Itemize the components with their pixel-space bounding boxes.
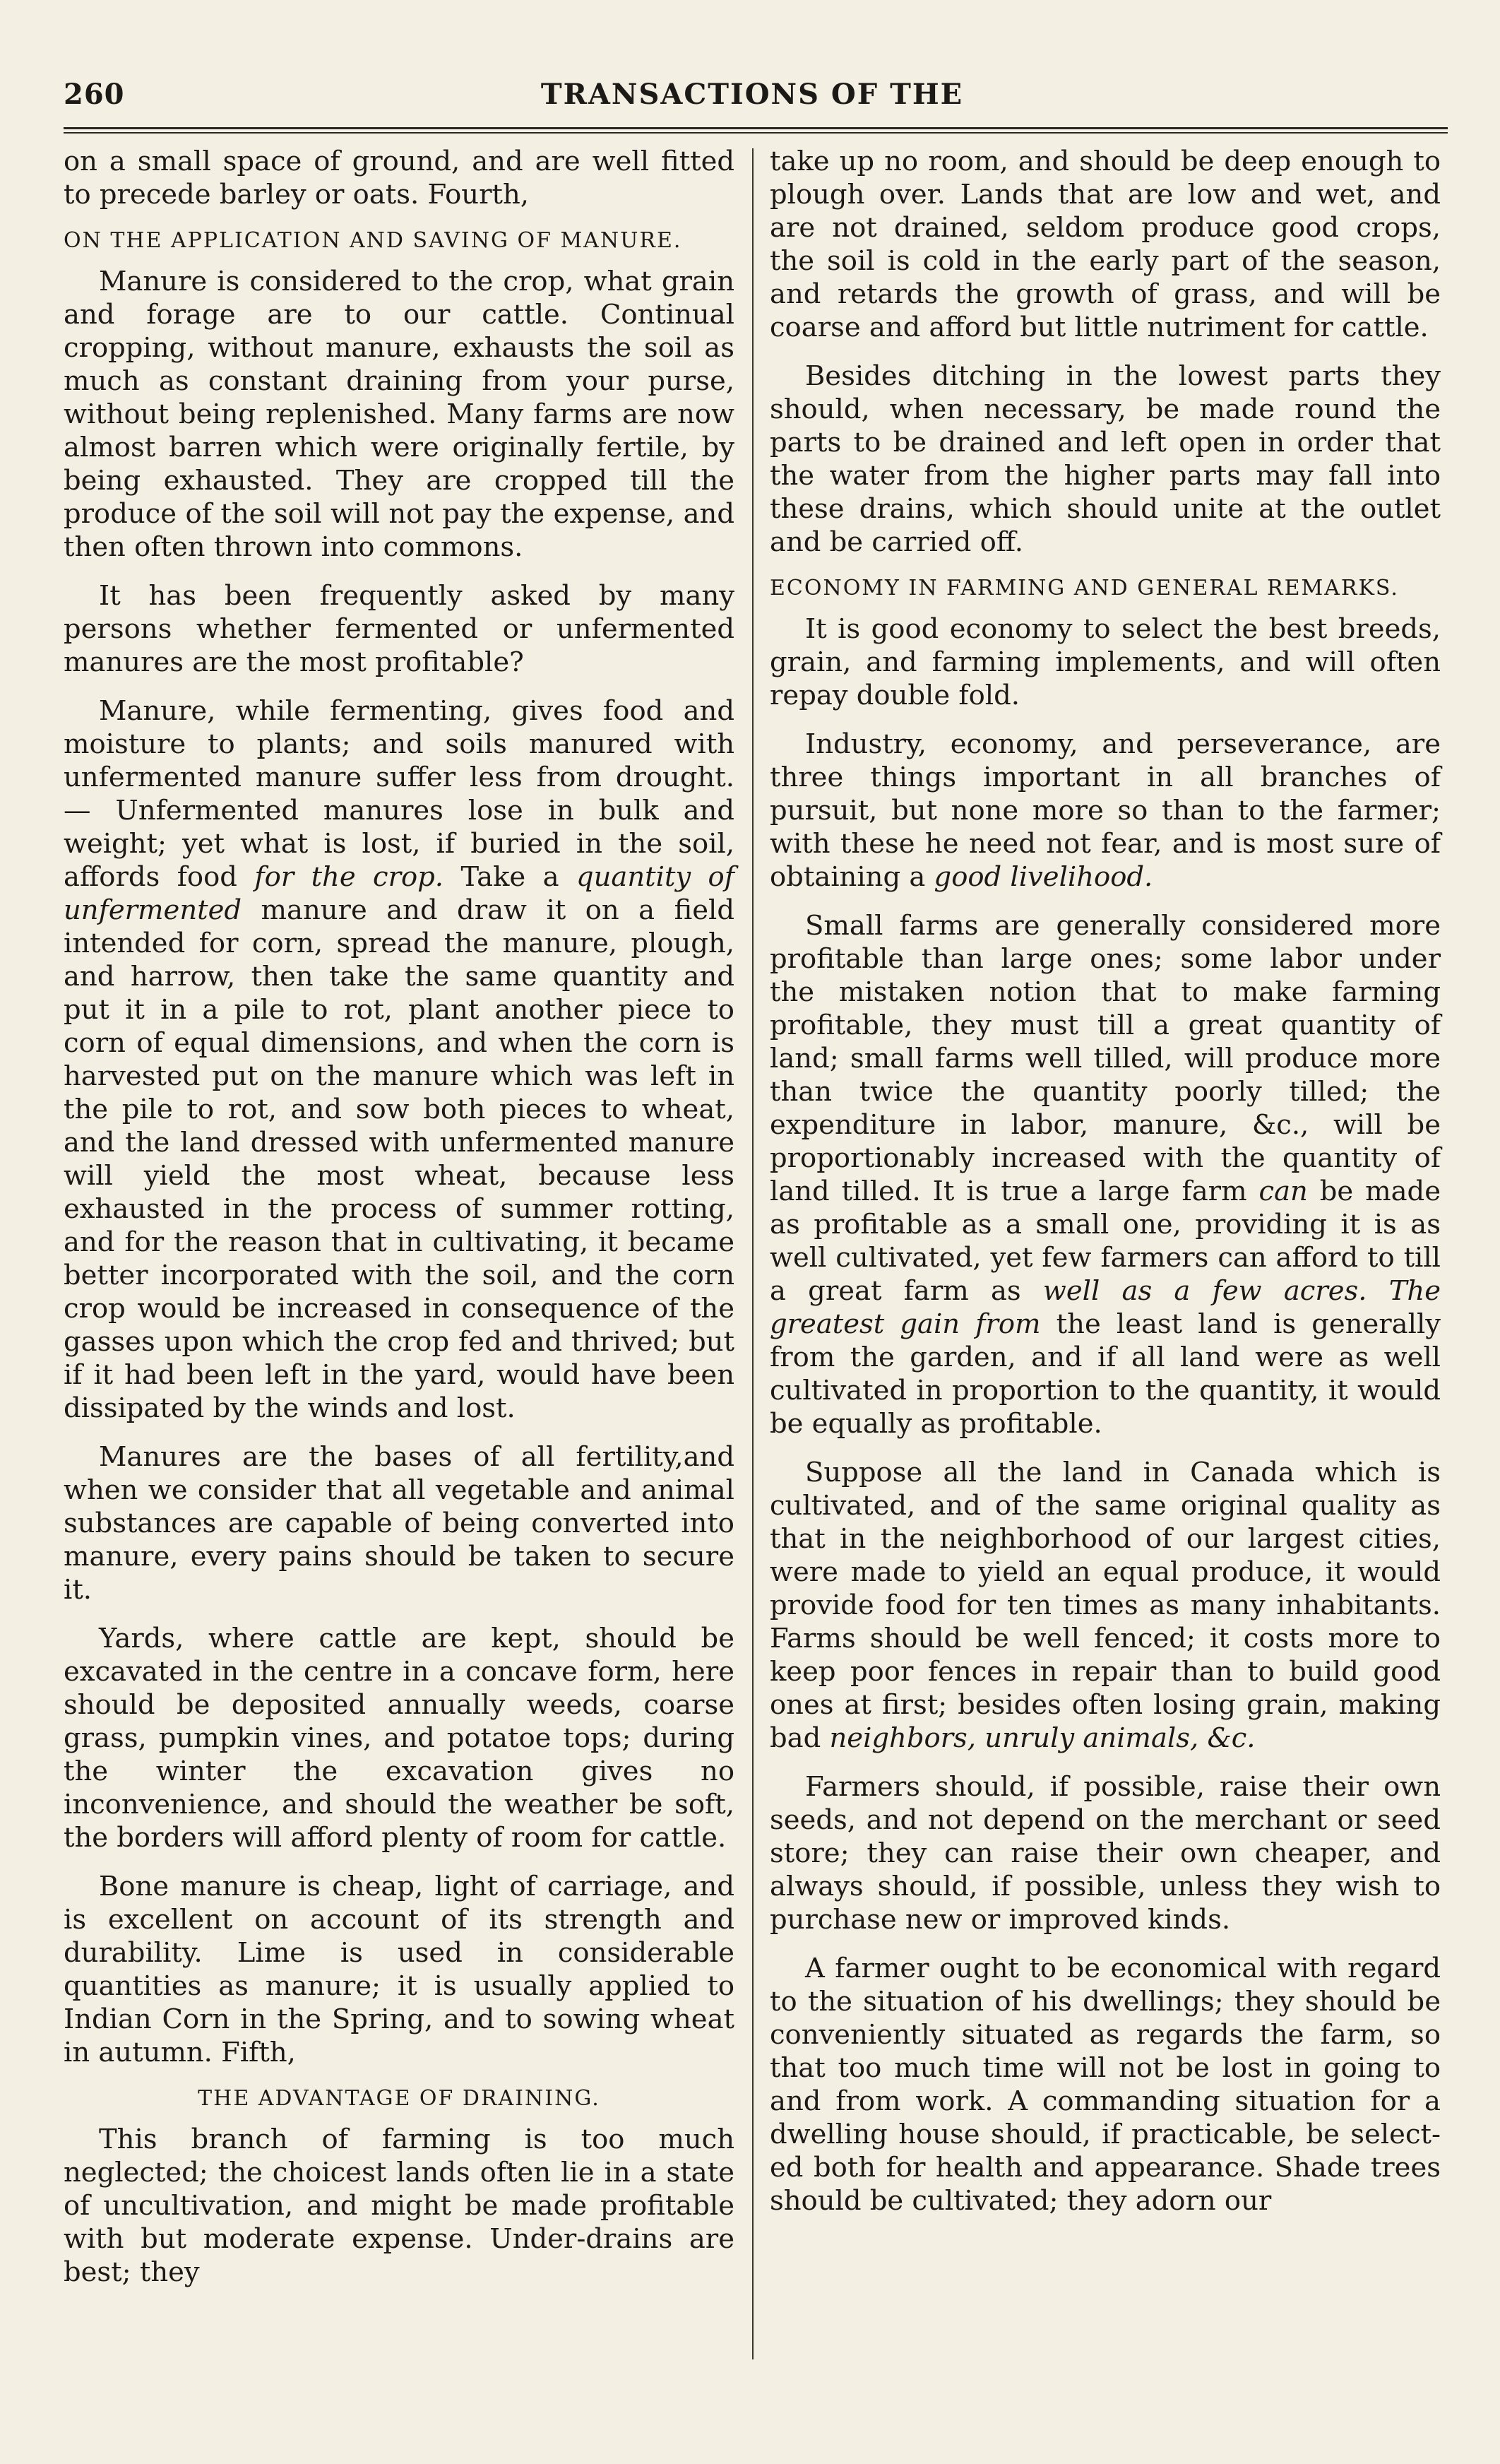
text-run: Suppose all the land in Canada which is cultivated, and of the same original quality as that in the neighborhood of our largest cities, were made to yield an equal produce, it would provide food for ten times as many inhabitants. Farms should be well fenced; it costs more to keep poor fences in repair than to build good ones at first; besides often losing grain, making bad	[770, 1457, 1441, 1754]
paragraph	[64, 694, 734, 1425]
paragraph: Farmers should, if possible, raise their own seeds, and not depend on the merchant or seed store; they can raise their own cheaper, and always should, if possible, unless they wish to purchase new or improved kinds.	[770, 1771, 1441, 1936]
column-divider	[752, 148, 754, 2359]
paragraph	[770, 909, 1441, 1440]
text-run: be made as profitable as a small one, providing it is as well cultivated, yet few farmers can afford to till a great farm as	[770, 1175, 1441, 1307]
page-header	[64, 78, 1441, 127]
italic-run: good livelihood.	[934, 861, 1153, 893]
right-column	[770, 145, 1441, 2233]
text-run: the least land is generally from the garden, and if all land were as well cultivated in proportion to the quantity, it would be equally as profitable.	[770, 1308, 1441, 1440]
paragraph: A farmer ought to be economical with regard to the situation of his dwellings; they should be conveniently situated as regards the farm, so that too much time will not be lost in going to and from work. A commanding situation for a dwelling house should, if practicable, be selected both for health and appearance. Shade trees should be cultivated; they adorn our	[770, 1953, 1441, 2217]
italic-run: quantity of unfermented	[64, 861, 734, 926]
text-run: Take a	[444, 861, 576, 893]
paragraph: Bone manure is cheap, light of carriage, and is excellent on account of its strength and durability. Lime is used in considerable quantities as manure; it is usually applied to Indian Corn in the Spring, and to sowing wheat in autumn. Fifth,	[64, 1871, 734, 2068]
paragraph	[770, 728, 1441, 894]
section-heading-draining: THE ADVANTAGE OF DRAINING.	[198, 2086, 600, 2111]
paragraph	[770, 1456, 1441, 1755]
text-run: Small farms are generally considered more profitable than large ones; some labor under the mistaken notion that to make farming profitable, they must till a great quantity of land; small farms well tilled, will produce more than twice the quantity poorly tilled; the expenditure in labor, manure, &c., will be proportionably increased with the quantity of land tilled. It is true a large farm	[770, 910, 1441, 1207]
running-head: TRANSACTIONS OF THE	[540, 78, 964, 111]
italic-run: for the crop.	[254, 861, 444, 893]
paragraph: It is good economy to select the best breeds, grain, and farming implements, and will often repay double fold.	[770, 613, 1441, 711]
left-column	[64, 145, 734, 2304]
section-heading-manure: ON THE APPLICATION AND SAVING OF MANURE.	[64, 228, 682, 253]
paragraph: on a small space of ground, and are well fitted to precede barley or oats. Fourth,	[64, 146, 734, 211]
paragraph: take up no room, and should be deep enough to plough over. Lands that are low and wet, and are not drained, seldom produce good crops, the soil is cold in the early part of the season, and retards the growth of grass, and will be coarse and afford but little nutriment for cattle.	[770, 146, 1441, 343]
paragraph: Yards, where cattle are kept, should be excavated in the centre in a concave form, here should be deposited annually weeds, coarse grass, pumpkin vines, and potatoe tops; during the winter the excavation gives no inconvenience, and should the weather be soft, the borders will afford plenty of room for cattle.	[64, 1623, 734, 1854]
italic-run: neighbors, unruly animals, &c.	[829, 1722, 1256, 1754]
section-heading-economy: ECONOMY IN FARMING AND GENERAL REMARKS.	[770, 576, 1399, 600]
paragraph: Manure is considered to the crop, what grain and forage are to our cattle. Continual cropping, without manure, exhausts the soil as much as constant draining from your purse, without being replenished. Many farms are now almost barren which were originally fertile, by being exhausted. They are cropped till the produce of the soil will not pay the expense, and then often thrown into commons.	[64, 266, 734, 563]
paragraph: Besides ditching in the lowest parts they should, when necessary, be made round the parts to be drained and left open in order that the water from the higher parts may fall into these drains, which should unite at the outlet and be carried off.	[770, 360, 1441, 558]
italic-run: well as a few acres. The greatest gain from	[770, 1275, 1441, 1340]
header-rule	[64, 127, 1448, 134]
paragraph: It has been frequently asked by many persons whether fermented or unfermented manures are the most profitable?	[64, 580, 734, 678]
paragraph: This branch of farming is too much neglected; the choicest lands often lie in a state of uncultivation, and might be made profitable with but moderate expense. Under-drains are best; they	[64, 2124, 734, 2288]
text-run: manure and draw it on a field intended for corn, spread the manure, plough, and harrow, then take the same quantity and put it in a pile to rot, plant another piece to corn of equal dimensions, and when the corn is harvested put on the manure which was left in the pile to rot, and sow both pieces to wheat, and the land dressed with unfermented manure will yield the most wheat, because less exhausted in the process of summer rotting, and for the reason that in cultivating, it became better incorporated with the soil, and the corn crop would be increased in consequence of the gasses upon which the crop fed and thrived; but if it had been left in the yard, would have been dissipated by the winds and lost.	[64, 894, 734, 1424]
text-run: Industry, economy, and perseverance, are three things important in all branches of pursuit, but none more so than to the farmer; with these he need not fear, and is most sure of obtaining a	[770, 728, 1441, 893]
paragraph: Manures are the bases of all fertility,and when we consider that all vegetable and animal substances are capable of being converted into manure, every pains should be taken to secure it.	[64, 1441, 734, 1606]
italic-run: can	[1258, 1175, 1308, 1207]
page-number: 260	[64, 78, 125, 111]
text-run: Manure, while fermenting, gives food and moisture to plants; and soils manured with unfermented manure suffer less from drought.— Unfermented manures lose in bulk and weight; yet what is lost, if buried in the soil, affords food	[64, 695, 734, 893]
